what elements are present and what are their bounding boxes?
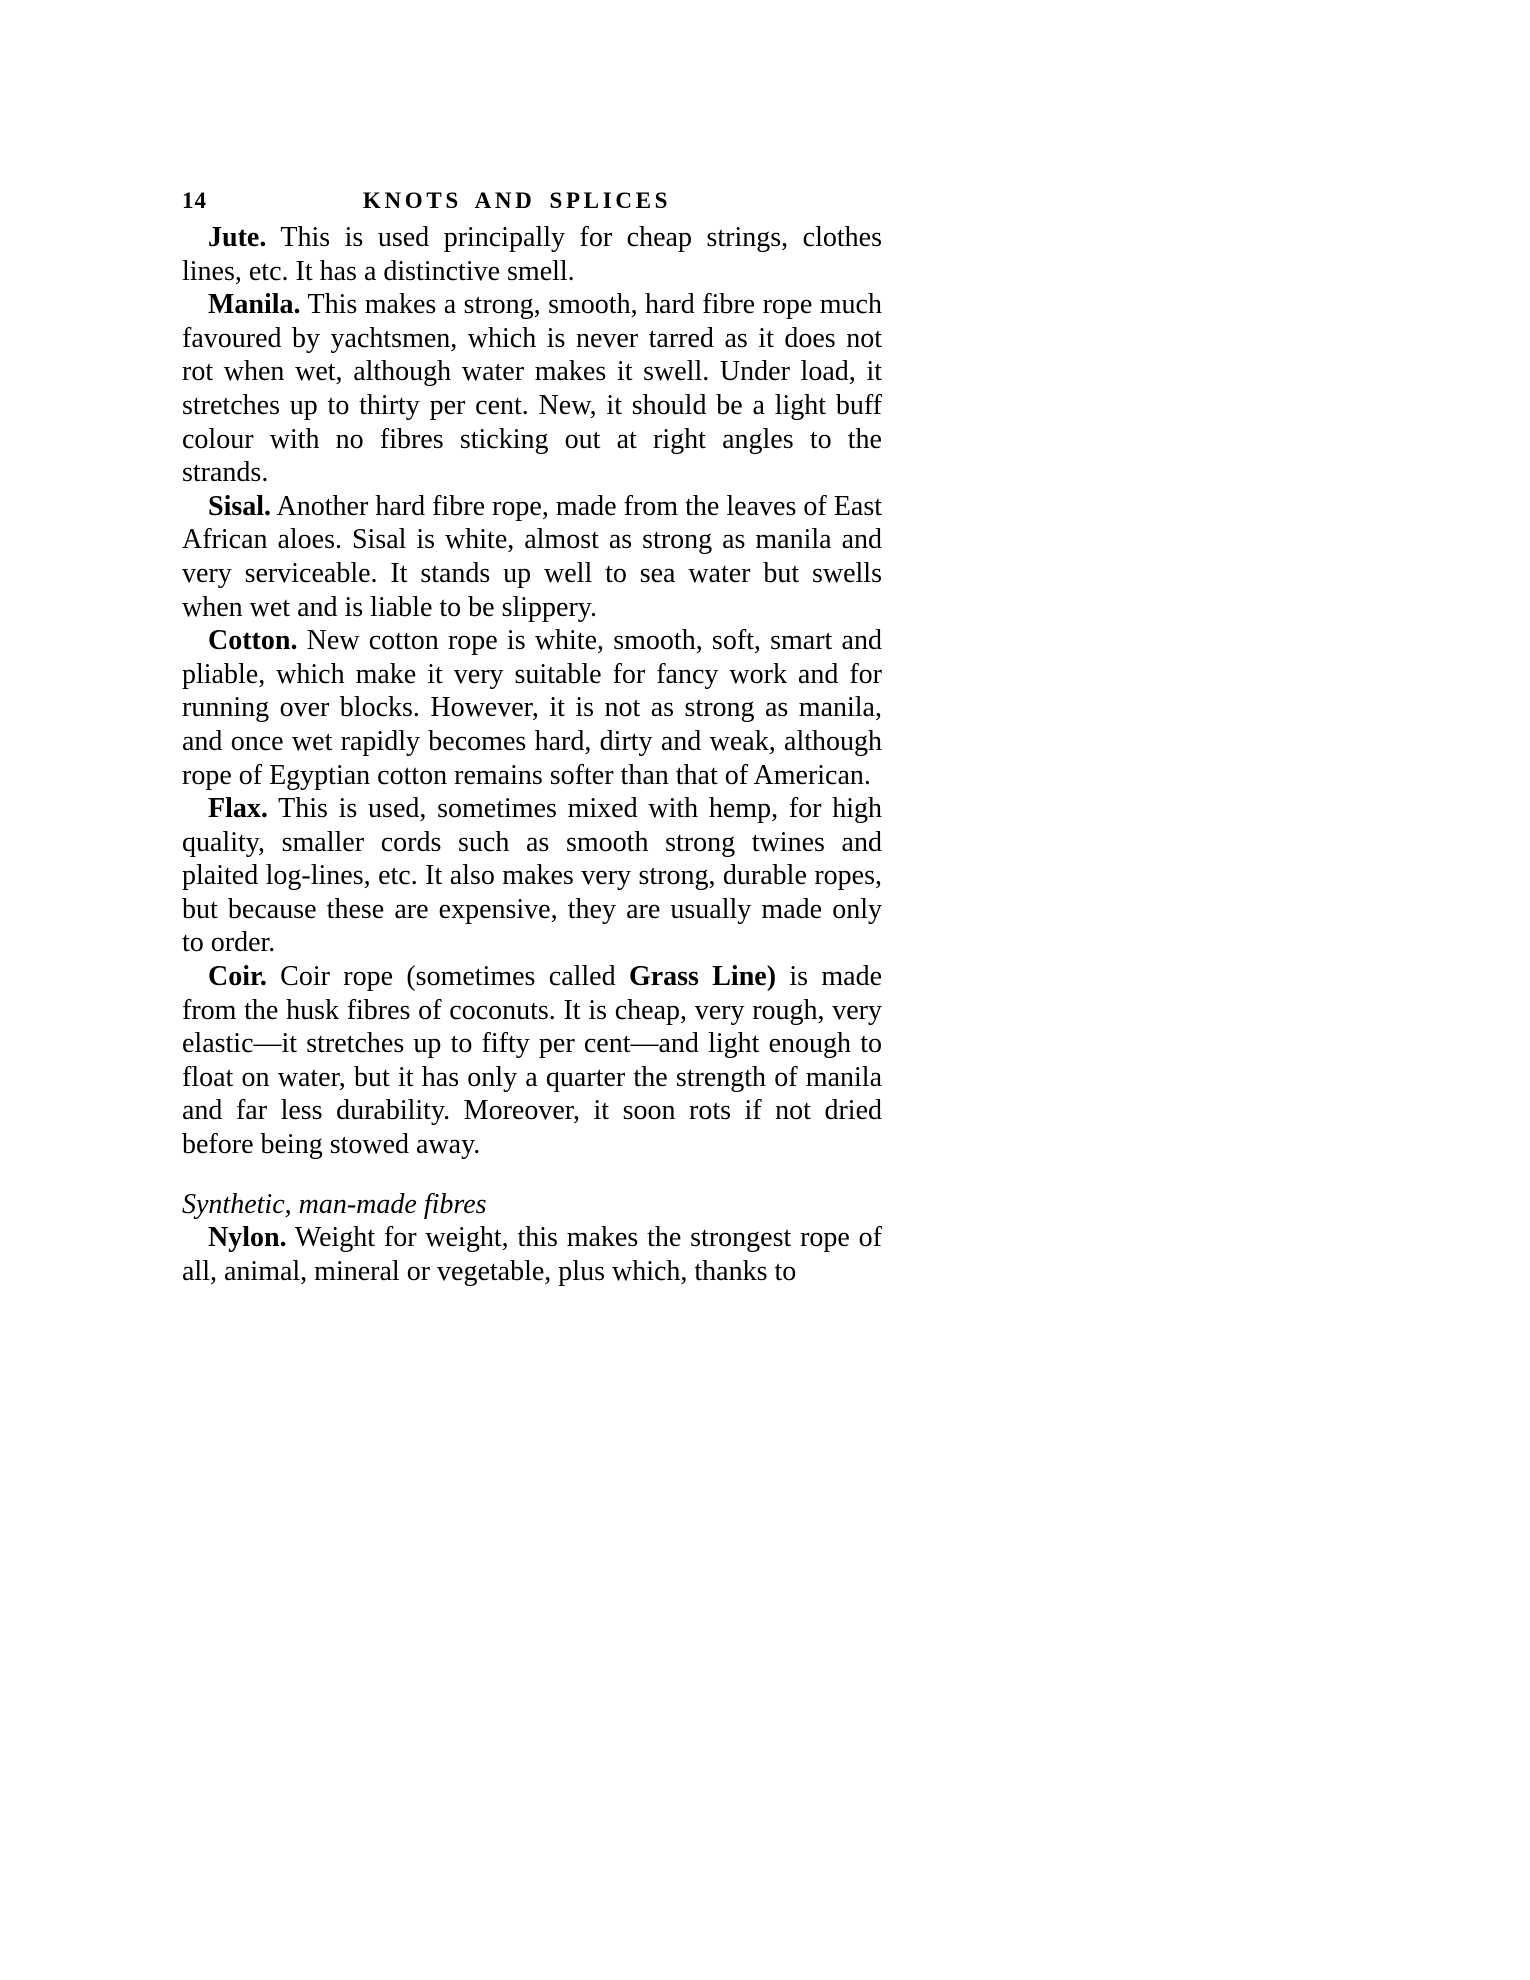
paragraph-sisal-text: Another hard fibre rope, made from the leaves of East African aloes. Sisal is white, almost as strong as manila and very serviceable. It stands up well to sea water but swells when wet and is liable to be slippery. [182,490,882,623]
paragraph-cotton [182,624,882,792]
paragraph-nylon-text: Weight for weight, this makes the strongest rope of all, animal, mineral or vegetable, plus which, thanks to [182,1222,882,1287]
term-coir: Coir. [208,961,267,993]
paragraph-flax [182,792,882,960]
paragraph-jute [182,221,882,288]
paragraph-coir-text-after: is made from the husk fibres of coconuts. It is cheap, very rough, very elastic—it stretches up to fifty per cent—and light enough to float on water, but it has only a quarter the strength of manila and far less durability. Moreover, it soon rots if not dried before being stowed away. [182,961,883,1161]
body-text-column [182,221,882,1288]
page-header [182,189,882,215]
paragraph-jute-text: This is used principally for cheap strings, clothes lines, etc. It has a distinctive smell. [182,222,882,287]
term-cotton: Cotton. [208,625,298,657]
section-heading-synthetic-fibres: Synthetic, man-made fibres [182,1188,487,1220]
paragraph-coir-text-before: Coir rope (sometimes called [266,961,629,993]
term-sisal: Sisal. [208,490,272,522]
paragraph-manila-text: This makes a strong, smooth, hard fibre rope much favoured by yachtsmen, which is never tarred as it does not rot when wet, although water makes it swell. Under load, it stretches up to thirty per cent. New, it should be a light buff colour with no fibres sticking out at right angles to the strands. [182,289,882,489]
paragraph-cotton-text: New cotton rope is white, smooth, soft, smart and pliable, which make it very suitable for fancy work and for running over blocks. However, it is not as strong as manila, and once wet rapidly becomes hard, dirty and weak, although rope of Egyptian cotton remains softer than that of American. [182,625,882,791]
running-header-title: KNOTS AND SPLICES [362,188,672,213]
grass-line-bold-text: Grass Line) [628,961,777,993]
term-nylon: Nylon. [208,1222,287,1254]
paragraph-nylon [182,1221,882,1288]
paragraph-manila [182,288,882,490]
paragraph-sisal [182,490,882,624]
term-jute: Jute. [208,222,267,253]
paragraph-coir [182,960,882,1162]
term-flax: Flax. [208,793,268,825]
page-number: 14 [182,188,207,213]
paragraph-flax-text: This is used, sometimes mixed with hemp, for high quality, smaller cords such as smooth strong twines and plaited log-lines, etc. It also makes very strong, durable ropes, but because these are expensive, they are usually made only to order. [182,793,882,959]
term-manila: Manila. [208,289,301,321]
